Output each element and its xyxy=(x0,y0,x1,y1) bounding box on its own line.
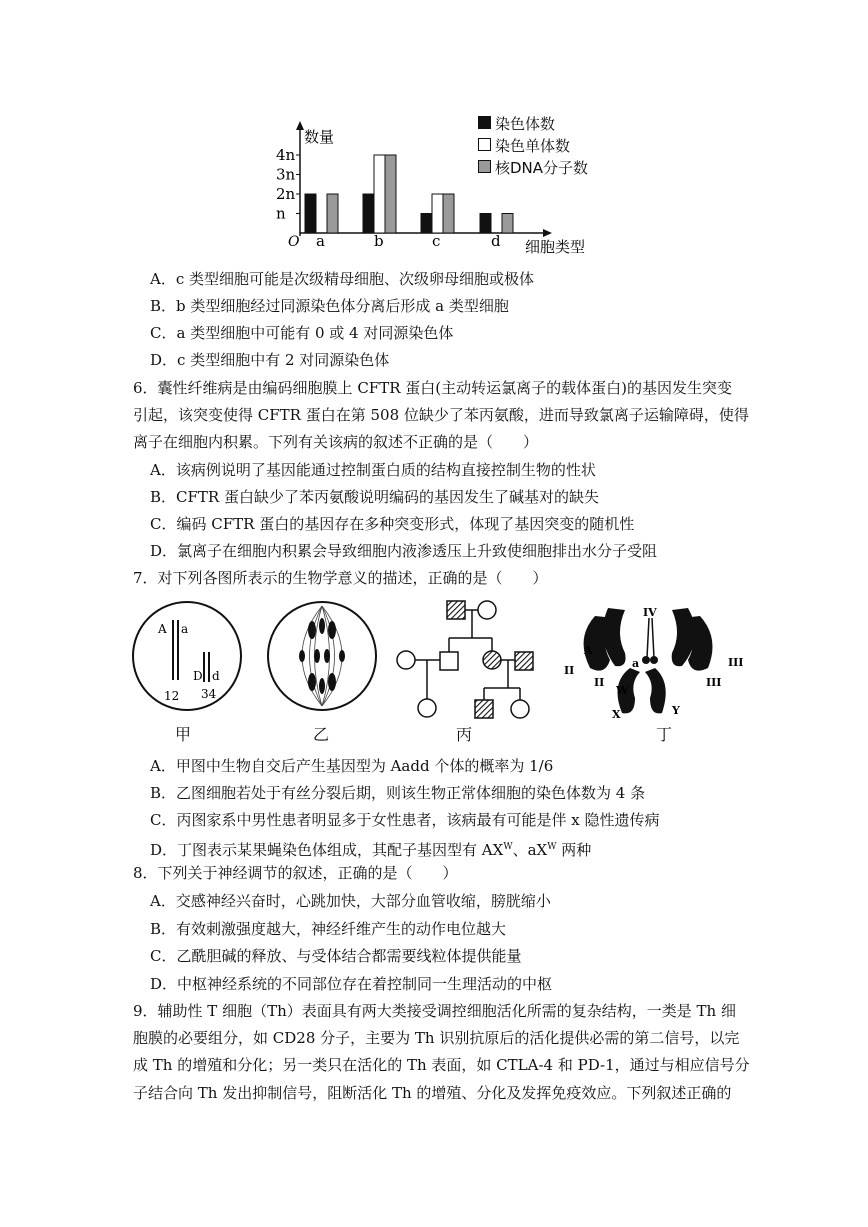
q7-option-b: B．乙图细胞若处于有丝分裂后期，则该生物正常体细胞的染色体数为 4 条 xyxy=(150,784,646,802)
q9-line: 9．辅助性 T 细胞（Th）表面具有两大类接受调控细胞活化所需的复杂结构，一类是 Th 细 xyxy=(133,1002,736,1020)
q7-option-c: C．丙图家系中男性患者明显多于女性患者，该病最有可能是伴 x 隐性遗传病 xyxy=(150,811,660,829)
bar-c-0 xyxy=(421,214,432,234)
x-tick-label: a xyxy=(316,232,325,250)
gene-label: d xyxy=(212,669,220,683)
x-axis-label: 细胞类型 xyxy=(525,238,586,256)
chart-legend xyxy=(478,113,588,179)
figure-jia-cell xyxy=(128,600,248,715)
chromosome-label: III xyxy=(706,676,722,689)
chromosome-label: X xyxy=(612,708,621,720)
q5-option-d: D．c 类型细胞中有 2 对同源染色体 xyxy=(150,351,390,369)
bar-b-1 xyxy=(374,155,385,233)
q6-stem-line: 6．囊性纤维病是由编码细胞膜上 CFTR 蛋白(主动转运氯离子的载体蛋白)的基因发生突变 xyxy=(133,379,732,397)
legend-item xyxy=(478,113,588,135)
bar-c-1 xyxy=(432,194,443,233)
q9-line: 胞膜的必要组分，如 CD28 分子，主要为 Th 识别抗原后的活化提供必需的第二信号，以完 xyxy=(133,1029,740,1047)
gene-label: A xyxy=(584,644,593,657)
y-axis-arrow xyxy=(296,121,304,130)
q9-line: 子结合向 Th 发出抑制信号，阻断活化 Th 的增殖、分化及发挥免疫效应。下列叙述正确的 xyxy=(133,1084,732,1102)
gene-label: a xyxy=(632,657,640,670)
legend-item xyxy=(478,135,588,157)
figure-jia-label: 甲 xyxy=(175,725,192,744)
legend-swatch xyxy=(478,138,491,151)
bar-b-0 xyxy=(363,194,374,233)
gene-label: A xyxy=(158,622,167,636)
q7-stem: 7．对下列各图所表示的生物学意义的描述，正确的是（ ） xyxy=(133,569,548,587)
chromosome-label: W xyxy=(616,684,629,697)
y-tick-label: 2n xyxy=(276,185,296,203)
legend-label: 染色体数 xyxy=(495,115,556,133)
y-tick-label: n xyxy=(276,204,286,223)
bar-c-2 xyxy=(443,194,454,233)
figure-yi-cell xyxy=(262,600,382,715)
q8-option-b: B．有效刺激强度越大，神经纤维产生的动作电位越大 xyxy=(150,920,507,938)
chromosome-label: II xyxy=(564,664,575,677)
legend-label: 染色单体数 xyxy=(495,137,571,155)
q6-stem-line: 离子在细胞内积累。下列有关该病的叙述不正确的是（ ） xyxy=(133,433,539,451)
q6-option-b: B．CFTR 蛋白缺少了苯丙氨酸说明编码的基因发生了碱基对的缺失 xyxy=(150,488,599,506)
q7-option-d: D．丁图表示某果蝇染色体组成，其配子基因型有 $AX^W$、$aX^W$ 两种 xyxy=(150,841,592,859)
legend-swatch xyxy=(478,160,491,173)
bar-d-0 xyxy=(480,214,491,234)
legend-label: 核DNA分子数 xyxy=(495,159,589,177)
legend-swatch xyxy=(478,116,491,129)
bar-a-0 xyxy=(305,194,316,233)
chromosome-label: II xyxy=(594,676,605,689)
q5-option-b: B．b 类型细胞经过同源染色体分离后形成 a 类型细胞 xyxy=(150,297,509,315)
figure-bing-label: 丙 xyxy=(456,725,473,744)
y-tick-label: 3n xyxy=(276,165,296,184)
bar-d-2 xyxy=(502,214,513,234)
gene-label: D xyxy=(193,669,203,683)
figure-yi-label: 乙 xyxy=(313,725,330,744)
x-tick-label: d xyxy=(491,232,501,250)
q8-option-a: A．交感神经兴奋时，心跳加快，大部分血管收缩，膀胱缩小 xyxy=(150,892,551,910)
chromosome-label: IV xyxy=(643,606,657,619)
origin-label: O xyxy=(288,234,300,250)
q6-option-d: D．氯离子在细胞内积累会导致细胞内液渗透压上升致使细胞排出水分子受阻 xyxy=(150,542,658,560)
q5-option-a: A．c 类型细胞可能是次级精母细胞、次级卵母细胞或极体 xyxy=(150,270,535,288)
q8-option-c: C．乙酰胆碱的释放、与受体结合都需要线粒体提供能量 xyxy=(150,947,522,965)
gene-label: a xyxy=(181,622,189,636)
figure-bing-pedigree xyxy=(392,598,542,720)
bar-b-2 xyxy=(385,155,396,233)
x-tick-label: c xyxy=(432,232,441,250)
q7-option-a: A．甲图中生物自交后产生基因型为 Aadd 个体的概率为 1/6 xyxy=(150,757,554,775)
bar-a-2 xyxy=(327,194,338,233)
figure-ding-label: 丁 xyxy=(656,725,673,744)
q8-stem: 8．下列关于神经调节的叙述，正确的是（ ） xyxy=(133,864,458,882)
x-axis-arrow xyxy=(543,229,552,237)
legend-item xyxy=(478,157,588,179)
q6-option-a: A．该病例说明了基因能通过控制蛋白质的结构直接控制生物的性状 xyxy=(150,461,596,479)
chromosome-number: 12 xyxy=(164,689,180,703)
chromosome-label: Y xyxy=(672,704,680,717)
y-tick-label: 4n xyxy=(276,146,296,164)
q8-option-d: D．中枢神经系统的不同部位存在着控制同一生理活动的中枢 xyxy=(150,975,553,993)
q6-option-c: C．编码 CFTR 蛋白的基因存在多种突变形式，体现了基因突变的随机性 xyxy=(150,515,635,533)
q9-line: 成 Th 的增殖和分化；另一类只在活化的 Th 表面，如 CTLA-4 和 PD-1，通过与相应信号分 xyxy=(133,1056,750,1074)
chromosome-label: III xyxy=(728,656,744,669)
q6-stem-line: 引起，该突变使得 CFTR 蛋白在第 508 位缺少了苯丙氨酸，进而导致氯离子运输障碍，使得 xyxy=(133,406,749,424)
q5-option-c: C．a 类型细胞中可能有 0 或 4 对同源染色体 xyxy=(150,324,454,342)
x-tick-label: b xyxy=(374,232,384,250)
chromosome-number: 34 xyxy=(201,687,217,701)
y-axis-label: 数量 xyxy=(304,128,335,146)
figure-ding-karyotype xyxy=(560,598,750,720)
